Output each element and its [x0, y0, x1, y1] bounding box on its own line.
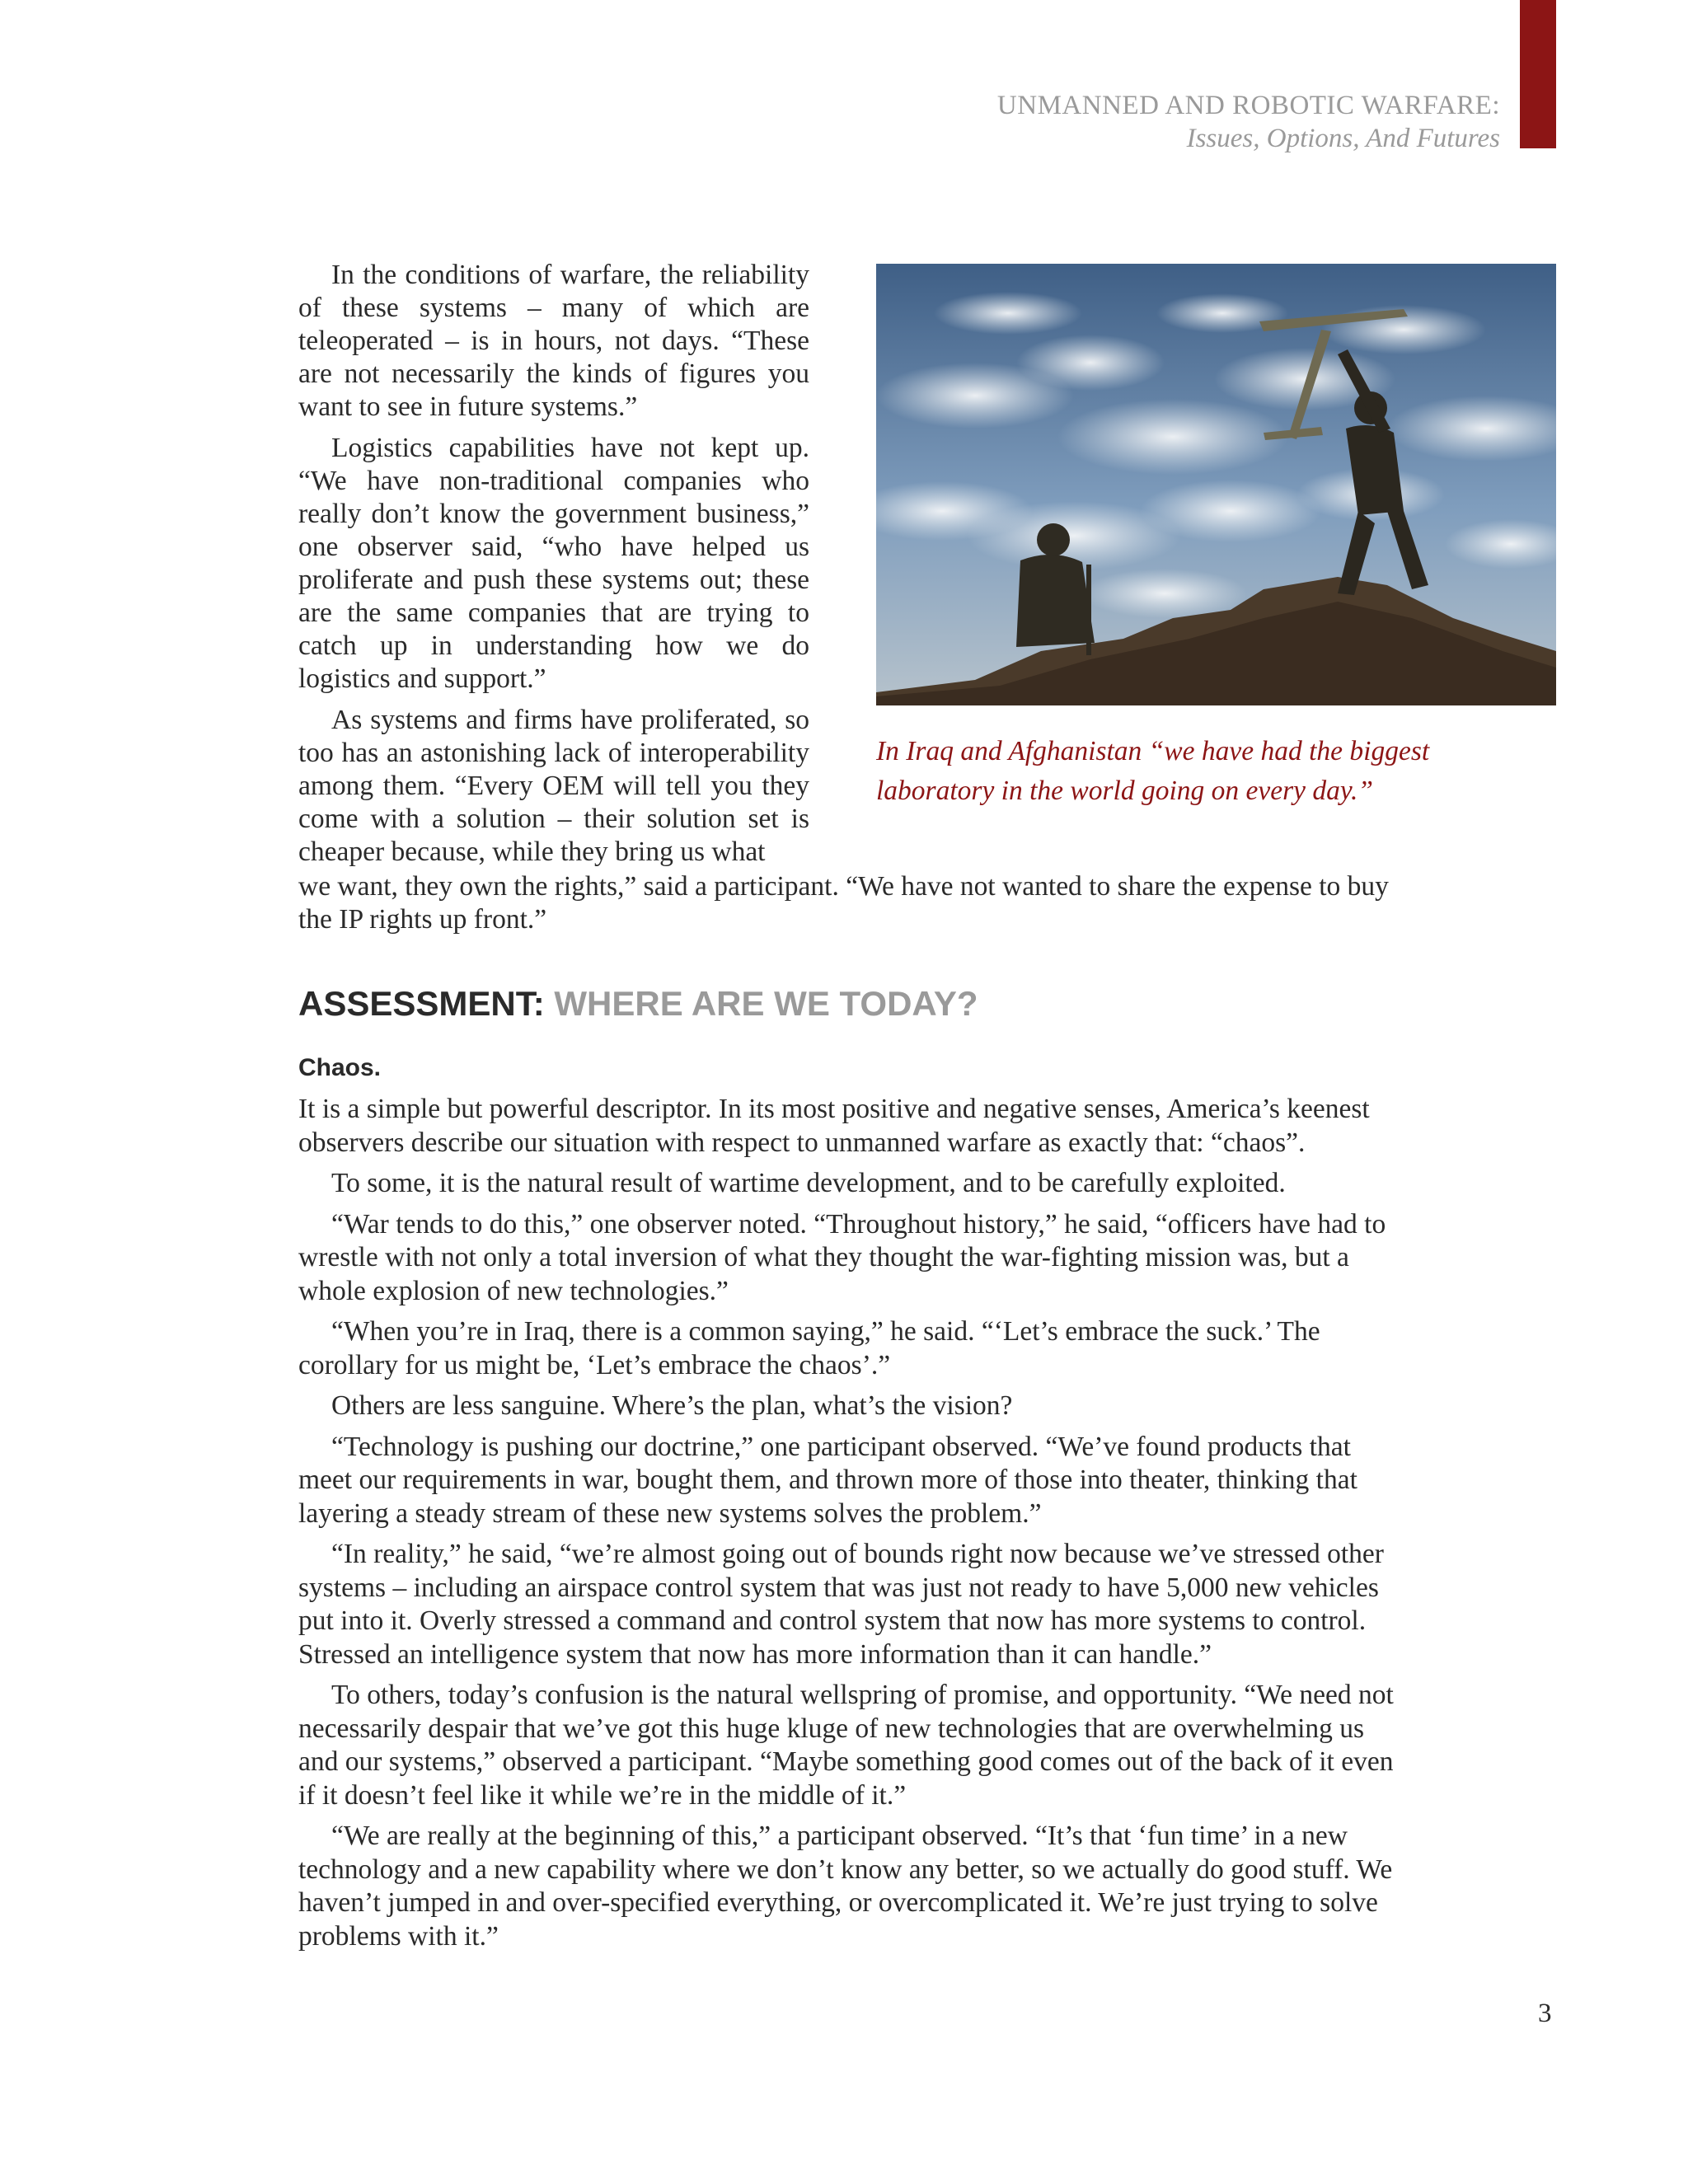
wrapped-paragraph-continuation — [298, 870, 1403, 936]
paragraph: we want, they own the rights,” said a participant. “We have not wanted to share the expense to buy the IP rights up front.” — [298, 871, 1389, 935]
paragraph: As systems and firms have proliferated, so too has an astonishing lack of interoperability among them. “Every OEM will tell you they come with a solution – their solution set is cheaper because, while they bring us what — [298, 705, 809, 867]
section-heading-prefix: ASSESSMENT: — [298, 984, 545, 1023]
paragraph: To others, today’s confusion is the natural wellspring of promise, and opportunity. “We need not necessarily despair that we’ve got this huge kluge of new technologies that are overwhelming us and our systems,” observed a participant. “Maybe something good comes out of the back of it even if it doesn’t feel like it while we’re in the middle of it.” — [298, 1680, 1394, 1811]
body-text — [298, 1093, 1403, 1953]
paragraph: “Technology is pushing our doctrine,” one participant observed. “We’ve found products that meet our requirements in war, bought them, and thrown more of those into theater, thinking that layering a steady stream of these new systems solves the problem.” — [298, 1431, 1357, 1529]
photo-illustration — [876, 264, 1556, 705]
running-header — [997, 89, 1500, 155]
photo-caption: In Iraq and Afghanistan “we have had the biggest laboratory in the world going on every day.” — [876, 736, 1430, 806]
running-header-title: UNMANNED AND ROBOTIC WARFARE: — [996, 91, 1500, 120]
paragraph: “In reality,” he said, “we’re almost going out of bounds right now because we’ve stressed other systems – including an airspace control system that was just not ready to have 5,000 new vehicles put into it. Overly stressed a command and control system that now has more systems to control. Stressed an intelligence system that now has more information than it can handle.” — [298, 1539, 1384, 1670]
paragraph: To some, it is the natural result of wartime development, and to be carefully exploited. — [331, 1168, 1286, 1198]
section-heading-title: WHERE ARE WE TODAY? — [554, 984, 978, 1023]
section-heading — [298, 983, 978, 1024]
paragraph: Logistics capabilities have not kept up. “We have non-traditional companies who really don’t know the government business,” one observer said, “who have helped us proliferate and push these systems out; these are the same companies that are trying to catch up in understanding how we do logistics and support.” — [298, 433, 809, 694]
running-header-subtitle: Issues, Options, And Futures — [1186, 124, 1500, 153]
paragraph: “We are really at the beginning of this,” a participant observed. “It’s that ‘fun time’ in a new technology and a new capability where we don’t know any better, so we actually do good stuff. We haven’t jumped in and over-specified everything, or overcomplicated it. We’re just trying to solve problems with it.” — [298, 1821, 1393, 1952]
left-text-column — [298, 259, 809, 869]
page-number: 3 — [1538, 1999, 1552, 2028]
paragraph: It is a simple but powerful descriptor. In its most positive and negative senses, America’s keenest observers describe our situation with respect to unmanned warfare as exactly that: “chaos”. — [298, 1094, 1370, 1158]
soldiers-launching-drone-photo — [876, 264, 1556, 705]
paragraph: In the conditions of warfare, the reliability of these systems – many of which are teleoperated – is in hours, not days. “These are not necessarily the kinds of figures you want to see in future systems.” — [298, 260, 809, 422]
header-accent-bar — [1520, 0, 1556, 148]
paragraph: Others are less sanguine. Where’s the plan, what’s the vision? — [331, 1390, 1013, 1421]
paragraph: “When you’re in Iraq, there is a common saying,” he said. “‘Let’s embrace the suck.’ The corollary for us might be, ‘Let’s embrace the chaos’.” — [298, 1316, 1320, 1380]
subheading: Chaos. — [298, 1054, 382, 1081]
paragraph: “War tends to do this,” one observer noted. “Throughout history,” he said, “officers have had to wrestle with not only a total inversion of what they thought the war-fighting mission was, but a whole explosion of new technologies.” — [298, 1208, 1386, 1306]
